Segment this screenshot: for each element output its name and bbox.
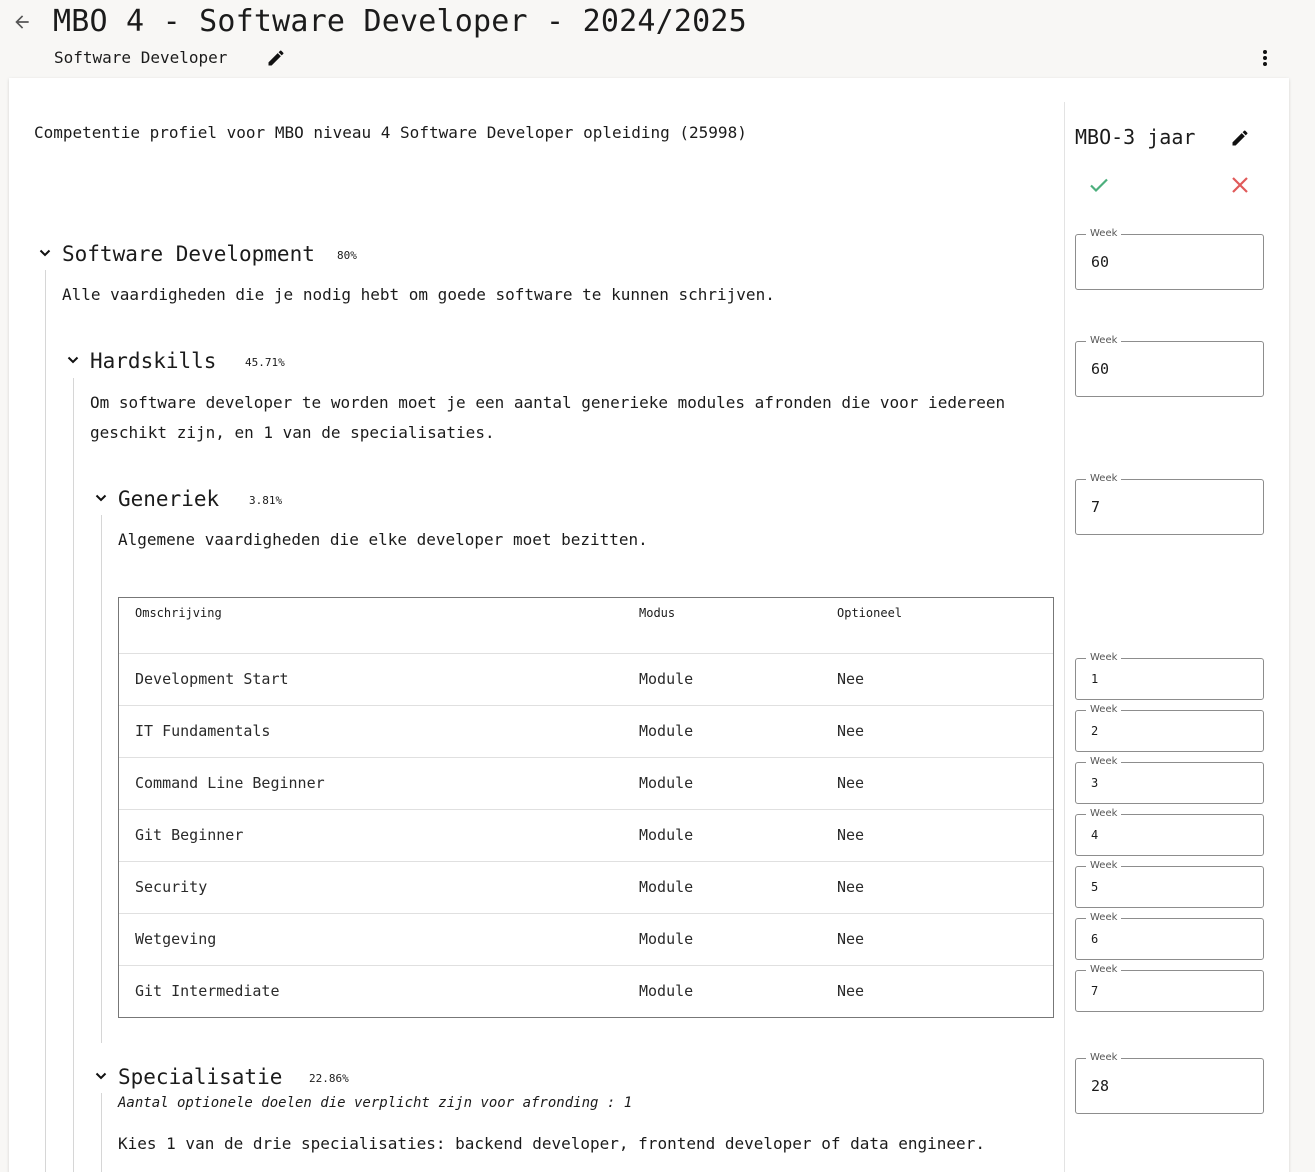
back-arrow-icon[interactable]	[10, 10, 34, 34]
table-row[interactable]	[119, 966, 1053, 1018]
week-field-label: Week	[1086, 808, 1121, 820]
week-input[interactable]	[1091, 711, 1251, 751]
section-percent: 80%	[337, 249, 357, 262]
week-field-row[interactable]	[1075, 964, 1264, 1012]
week-field-row[interactable]	[1075, 808, 1264, 856]
collapse-chevron-icon[interactable]	[93, 1068, 109, 1084]
section-title-specialisatie: Specialisatie	[118, 1065, 283, 1089]
week-input[interactable]	[1091, 235, 1251, 289]
week-field-software-development[interactable]	[1075, 228, 1264, 290]
week-input[interactable]	[1091, 971, 1251, 1011]
page-subtitle: Software Developer	[54, 48, 228, 67]
table-header	[119, 598, 1053, 654]
week-input[interactable]	[1091, 342, 1251, 396]
cell-modus: Module	[639, 826, 694, 844]
section-description: Om software developer te worden moet je een aantal generieke modules afronden die voor iedereen geschikt zijn, en 1 van de specialisaties.	[90, 393, 1006, 442]
cell-optioneel: Nee	[837, 722, 865, 740]
cell-optioneel: Nee	[837, 878, 865, 896]
week-input[interactable]	[1091, 480, 1251, 534]
cell-omschrijving: Command Line Beginner	[135, 774, 325, 792]
week-input[interactable]	[1091, 659, 1251, 699]
week-field-label: Week	[1086, 1052, 1121, 1064]
page-title: MBO 4 - Software Developer - 2024/2025	[53, 4, 747, 39]
section-percent: 45.71%	[245, 356, 285, 369]
cell-modus: Module	[639, 774, 694, 792]
cell-omschrijving: IT Fundamentals	[135, 722, 271, 740]
cancel-close-icon[interactable]	[1228, 173, 1252, 197]
week-input[interactable]	[1091, 815, 1251, 855]
week-field-label: Week	[1086, 652, 1121, 664]
optional-goals-note: Aantal optionele doelen die verplicht zijn voor afronding : 1	[118, 1095, 633, 1111]
cell-omschrijving: Security	[135, 878, 208, 896]
week-field-label: Week	[1086, 756, 1121, 768]
week-input[interactable]	[1091, 763, 1251, 803]
week-field-label: Week	[1086, 704, 1121, 716]
cell-optioneel: Nee	[837, 774, 865, 792]
week-input[interactable]	[1091, 1059, 1251, 1113]
cell-omschrijving: Git Beginner	[135, 826, 244, 844]
cell-omschrijving: Git Intermediate	[135, 982, 280, 1000]
table-row[interactable]	[119, 758, 1053, 810]
modules-table	[118, 597, 1054, 1018]
cell-modus: Module	[639, 982, 694, 1000]
cell-modus: Module	[639, 930, 694, 948]
section-description: Kies 1 van de drie specialisaties: backend developer, frontend developer of data engineer.	[118, 1134, 985, 1153]
cell-optioneel: Nee	[837, 930, 865, 948]
tree-line	[45, 270, 46, 1172]
side-panel-divider	[1064, 102, 1065, 1172]
cell-modus: Module	[639, 670, 694, 688]
week-field-row[interactable]	[1075, 652, 1264, 700]
collapse-chevron-icon[interactable]	[93, 490, 109, 506]
week-field-label: Week	[1086, 860, 1121, 872]
edit-pencil-icon[interactable]	[1230, 128, 1250, 148]
section-description: Algemene vaardigheden die elke developer moet bezitten.	[118, 530, 648, 549]
tree-line	[101, 515, 102, 1043]
week-field-generiek[interactable]	[1075, 473, 1264, 535]
curriculum-title: MBO-3 jaar	[1075, 125, 1196, 149]
week-field-label: Week	[1086, 335, 1121, 347]
table-row[interactable]	[119, 862, 1053, 914]
confirm-check-icon[interactable]	[1087, 173, 1111, 197]
week-field-label: Week	[1086, 228, 1121, 240]
profile-description: Competentie profiel voor MBO niveau 4 Software Developer opleiding (25998)	[34, 123, 747, 142]
section-title-hardskills: Hardskills	[90, 349, 217, 373]
cell-omschrijving: Development Start	[135, 670, 289, 688]
week-input[interactable]	[1091, 919, 1251, 959]
table-row[interactable]	[119, 654, 1053, 706]
more-vert-icon[interactable]	[1255, 47, 1275, 71]
cell-optioneel: Nee	[837, 670, 865, 688]
table-row[interactable]	[119, 810, 1053, 862]
edit-pencil-icon[interactable]	[266, 48, 286, 68]
cell-modus: Module	[639, 722, 694, 740]
week-field-row[interactable]	[1075, 756, 1264, 804]
column-header-optioneel[interactable]: Optioneel	[837, 606, 903, 620]
week-field-row[interactable]	[1075, 704, 1264, 752]
collapse-chevron-icon[interactable]	[65, 352, 81, 368]
week-field-hardskills[interactable]	[1075, 335, 1264, 397]
week-field-specialisatie[interactable]	[1075, 1052, 1264, 1114]
table-row[interactable]	[119, 914, 1053, 966]
cell-modus: Module	[639, 878, 694, 896]
section-percent: 22.86%	[309, 1072, 349, 1085]
column-header-modus[interactable]: Modus	[639, 606, 676, 620]
section-title-software-development: Software Development	[62, 242, 315, 266]
week-field-label: Week	[1086, 912, 1121, 924]
cell-omschrijving: Wetgeving	[135, 930, 217, 948]
week-field-row[interactable]	[1075, 912, 1264, 960]
week-field-label: Week	[1086, 473, 1121, 485]
tree-line	[101, 1093, 102, 1172]
week-field-label: Week	[1086, 964, 1121, 976]
week-field-row[interactable]	[1075, 860, 1264, 908]
column-header-omschrijving[interactable]: Omschrijving	[135, 606, 222, 620]
section-description: Alle vaardigheden die je nodig hebt om goede software te kunnen schrijven.	[62, 285, 775, 304]
section-percent: 3.81%	[249, 494, 283, 507]
week-input[interactable]	[1091, 867, 1251, 907]
section-title-generiek: Generiek	[118, 487, 220, 511]
cell-optioneel: Nee	[837, 826, 865, 844]
cell-optioneel: Nee	[837, 982, 865, 1000]
collapse-chevron-icon[interactable]	[37, 245, 53, 261]
table-row[interactable]	[119, 706, 1053, 758]
tree-line	[73, 378, 74, 1172]
